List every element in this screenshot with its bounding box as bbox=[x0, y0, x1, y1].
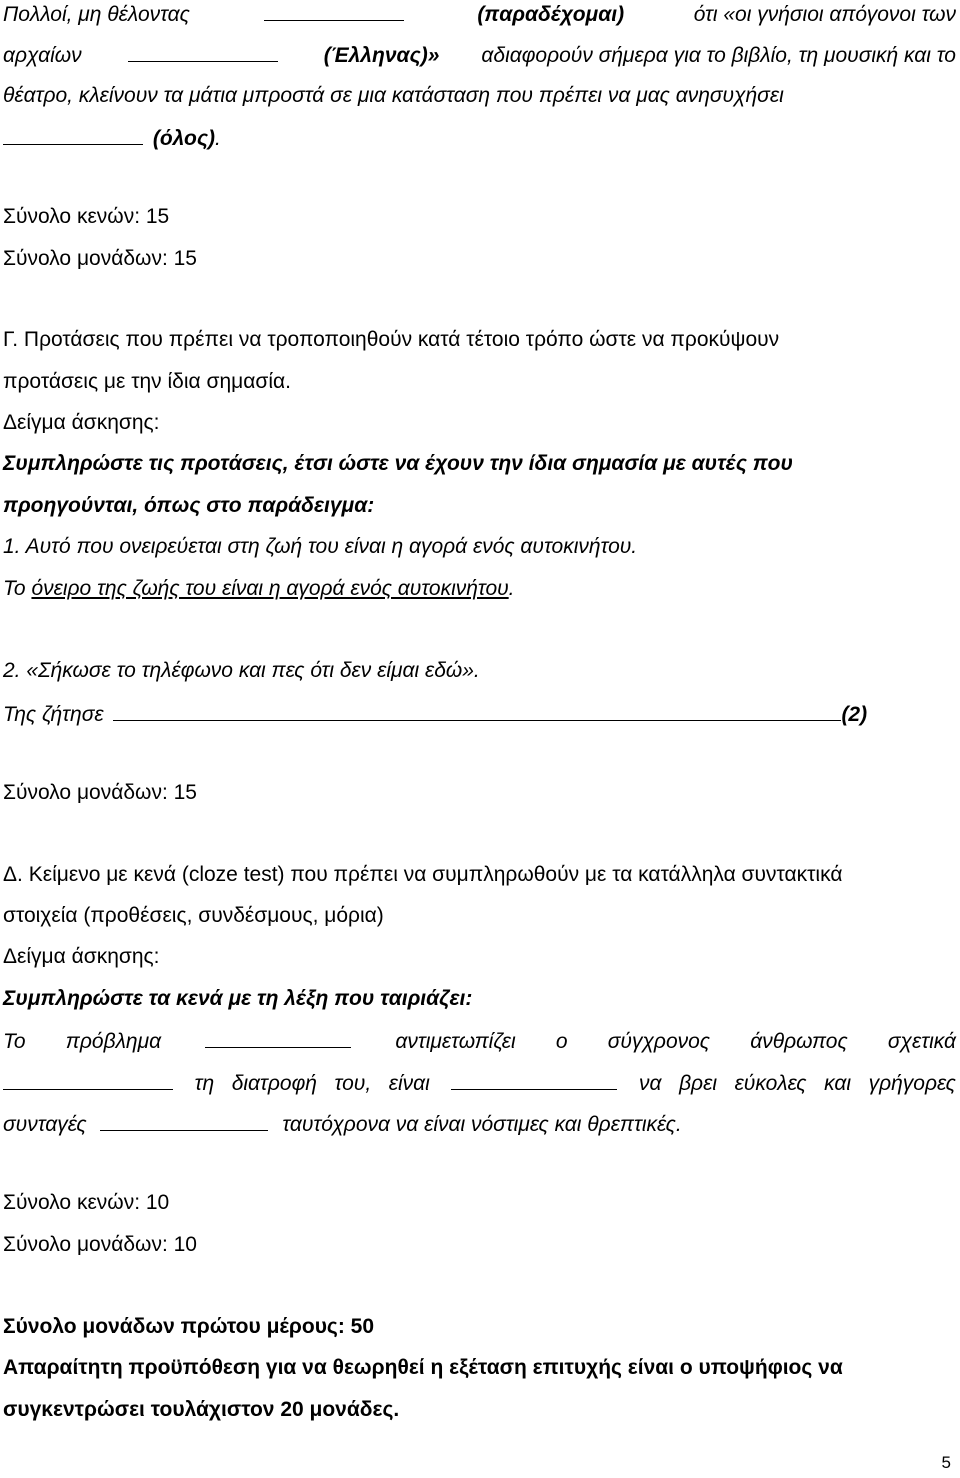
word: βρει bbox=[679, 1072, 717, 1095]
example-1-answer bbox=[3, 576, 956, 602]
word: γρήγορες bbox=[868, 1072, 956, 1095]
fill-blank[interactable] bbox=[3, 1069, 173, 1090]
total-units-b: Σύνολο μονάδων: 15 bbox=[3, 247, 197, 270]
text: ότι «οι γνήσιοι απόγονοι των bbox=[693, 3, 956, 26]
para-line-1 bbox=[3, 0, 956, 28]
example-2-answer bbox=[3, 700, 956, 728]
word: τη bbox=[194, 1072, 215, 1095]
text: Πολλοί, μη θέλοντας bbox=[3, 3, 190, 26]
word: άνθρωπος bbox=[750, 1030, 848, 1053]
word: ο bbox=[555, 1030, 568, 1053]
para-line-3: θέατρο, κλείνουν τα μάτια μπροστά σε μια κατάσταση που πρέπει να μας ανησυχήσει bbox=[3, 84, 784, 107]
word: να bbox=[638, 1072, 662, 1095]
sample-label: Δείγμα άσκησης: bbox=[3, 411, 160, 434]
word: είναι bbox=[388, 1072, 430, 1095]
example-2-sentence: 2. «Σήκωσε το τηλέφωνο και πες ότι δεν είμαι εδώ». bbox=[3, 659, 480, 682]
word: σχετικά bbox=[887, 1030, 956, 1053]
hint-word: (παραδέχομαι) bbox=[477, 3, 625, 26]
fill-blank[interactable] bbox=[100, 1110, 268, 1131]
cloze-line-1 bbox=[3, 1027, 956, 1055]
word: Το bbox=[3, 1030, 26, 1053]
total-units-d: Σύνολο μονάδων: 10 bbox=[3, 1233, 197, 1256]
points: (2) bbox=[841, 703, 868, 726]
total-blanks-b: Σύνολο κενών: 15 bbox=[3, 205, 170, 228]
cloze-line-3 bbox=[3, 1110, 956, 1138]
fill-blank[interactable] bbox=[264, 0, 404, 21]
total-units-c: Σύνολο μονάδων: 15 bbox=[3, 781, 197, 804]
word: πρόβλημα bbox=[65, 1030, 162, 1053]
word: αντιμετωπίζει bbox=[395, 1030, 516, 1053]
fill-blank[interactable] bbox=[205, 1027, 351, 1048]
example-1-sentence: 1. Αυτό που ονειρεύεται στη ζωή του είναι η αγορά ενός αυτοκινήτου. bbox=[3, 535, 638, 558]
fill-blank[interactable] bbox=[451, 1069, 617, 1090]
page-number: 5 bbox=[941, 1453, 951, 1472]
para-line-2 bbox=[3, 41, 956, 69]
fill-blank[interactable] bbox=[113, 700, 841, 721]
fill-blank[interactable] bbox=[3, 124, 143, 145]
pass-condition-cont: συγκεντρώσει τουλάχιστον 20 μονάδες. bbox=[3, 1398, 400, 1421]
section-c-heading: Γ. Προτάσεις που πρέπει να τροποποιηθούν κατά τέτοιο τρόπο ώστε να προκύψουν bbox=[3, 328, 780, 351]
pass-condition: Απαραίτητη προϋπόθεση για να θεωρηθεί η εξέταση επιτυχής είναι ο υποψήφιος να bbox=[3, 1356, 843, 1379]
word: διατροφή bbox=[231, 1072, 317, 1095]
word: σύγχρονος bbox=[607, 1030, 711, 1053]
instruction: Συμπληρώστε τα κενά με τη λέξη που ταιριάζει: bbox=[3, 987, 473, 1010]
word: και bbox=[824, 1072, 851, 1095]
word: συνταγές bbox=[3, 1113, 87, 1136]
instruction: Συμπληρώστε τις προτάσεις, έτσι ώστε να έχουν την ίδια σημασία με αυτές που bbox=[3, 452, 793, 475]
fill-blank[interactable] bbox=[128, 41, 278, 62]
section-c-heading-cont: προτάσεις με την ίδια σημασία. bbox=[3, 370, 291, 393]
text: . bbox=[215, 127, 221, 150]
text: . bbox=[508, 577, 515, 600]
instruction-cont: προηγούνται, όπως στο παράδειγμα: bbox=[3, 494, 375, 517]
section-d-heading-cont: στοιχεία (προθέσεις, συνδέσμους, μόρια) bbox=[3, 904, 384, 927]
word: του, bbox=[334, 1072, 372, 1095]
cloze-line-2 bbox=[3, 1069, 956, 1097]
total-blanks-d: Σύνολο κενών: 10 bbox=[3, 1191, 170, 1214]
text: ταυτόχρονα να είναι νόστιμες και θρεπτικές. bbox=[282, 1113, 682, 1136]
hint-word: (όλος) bbox=[152, 127, 216, 150]
underlined-answer: όνειρο της ζωής του είναι η αγορά ενός αυτοκινήτου bbox=[31, 577, 509, 600]
part-total: Σύνολο μονάδων πρώτου μέρους: 50 bbox=[3, 1315, 375, 1338]
word: εύκολες bbox=[734, 1072, 807, 1095]
para-line-4 bbox=[3, 124, 956, 152]
text: Το bbox=[3, 577, 26, 600]
section-d-heading: Δ. Κείμενο με κενά (cloze test) που πρέπει να συμπληρωθούν με τα κατάλληλα συντακτικά bbox=[3, 863, 843, 886]
sample-label: Δείγμα άσκησης: bbox=[3, 945, 160, 968]
text: Της ζήτησε bbox=[3, 703, 104, 726]
text: αδιαφορούν σήμερα για το βιβλίο, τη μουσική και το bbox=[481, 44, 956, 67]
text: αρχαίων bbox=[3, 44, 82, 67]
hint-word: (Έλληνας)» bbox=[323, 44, 440, 67]
